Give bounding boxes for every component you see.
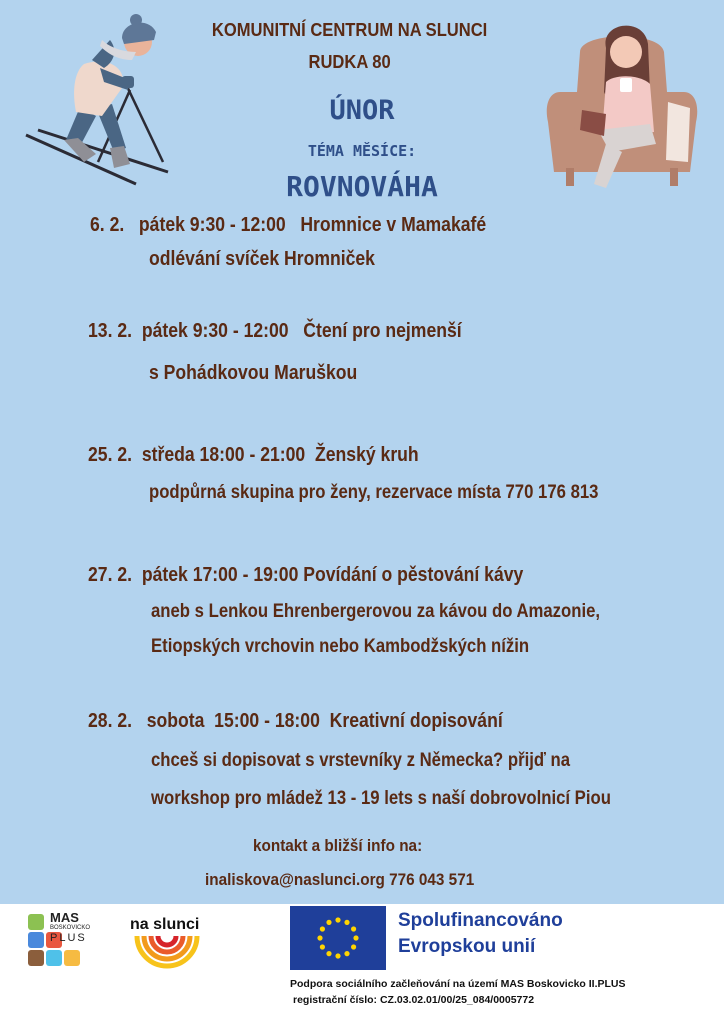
organization-name: KOMUNITNÍ CENTRUM NA SLUNCI: [211, 20, 488, 40]
event-4-line1: pátek 17:00 - 19:00 Povídání o pěstování kávy: [141, 564, 524, 586]
event-1-line2: odlévání svíček Hromniček: [149, 248, 375, 270]
event-5-line1: sobota 15:00 - 18:00 Kreativní dopisování: [146, 710, 503, 732]
event-3-heading: [88, 444, 419, 467]
event-3-line2: podpůrná skupina pro ženy, rezervace místa 770 176 813: [149, 482, 599, 503]
event-5-line3: workshop pro mládež 13 - 19 lets s naší dobrovolnicí Piou: [151, 788, 611, 809]
event-2-date: 13. 2.: [88, 320, 133, 342]
event-4-date: 27. 2.: [88, 564, 133, 586]
event-4-line3: Etiopských vrchovin nebo Kambodžských nížin: [151, 636, 530, 657]
event-1-date: 6. 2.: [90, 214, 125, 236]
event-5-line2: chceš si dopisovat s vrstevníky z Německa? přijď na: [151, 750, 571, 771]
event-2-heading: [88, 320, 462, 343]
theme-label: TÉMA MĚSÍCE:: [307, 142, 417, 160]
event-4-heading: [88, 564, 523, 587]
event-1-line1: pátek 9:30 - 12:00 Hromnice v Mamakafé: [138, 214, 487, 236]
mas-logo-text-1: MAS: [50, 910, 79, 925]
theme-title: ROVNOVÁHA: [286, 170, 438, 203]
event-5-date: 28. 2.: [88, 710, 133, 732]
support-text: Podpora sociálního začleňování na území MAS Boskovicko II.PLUS: [290, 978, 626, 990]
event-5-heading: [88, 710, 503, 733]
event-3-line1: středa 18:00 - 21:00 Ženský kruh: [141, 444, 419, 466]
eu-cofinanced-line1: Spolufinancováno: [398, 910, 563, 931]
eu-stars: [290, 906, 386, 970]
mas-logo-text-2: BOSKOVICKO: [50, 925, 91, 931]
event-1-heading: [90, 214, 486, 237]
naslunci-logo-text: na slunci: [130, 916, 200, 933]
contact-details: inaliskova@naslunci.org 776 043 571: [205, 870, 475, 889]
eu-cofinanced-line2: Evropskou unií: [398, 936, 536, 957]
organization-address: RUDKA 80: [308, 52, 391, 72]
event-4-line2: aneb s Lenkou Ehrenbergerovou za kávou do Amazonie,: [151, 601, 601, 622]
eu-flag: [290, 906, 386, 970]
event-2-line2: s Pohádkovou Maruškou: [149, 362, 358, 384]
event-3-date: 25. 2.: [88, 444, 133, 466]
sun-rings-logo: [132, 934, 202, 974]
registration-number: registrační číslo: CZ.03.02.01/00/25_084/0005772: [293, 994, 535, 1006]
month-title: ÚNOR: [329, 95, 395, 126]
contact-label: kontakt a bližší info na:: [253, 836, 423, 855]
event-2-line1: pátek 9:30 - 12:00 Čtení pro nejmenší: [141, 320, 462, 342]
mas-logo-text-3: PLUS: [50, 932, 87, 944]
